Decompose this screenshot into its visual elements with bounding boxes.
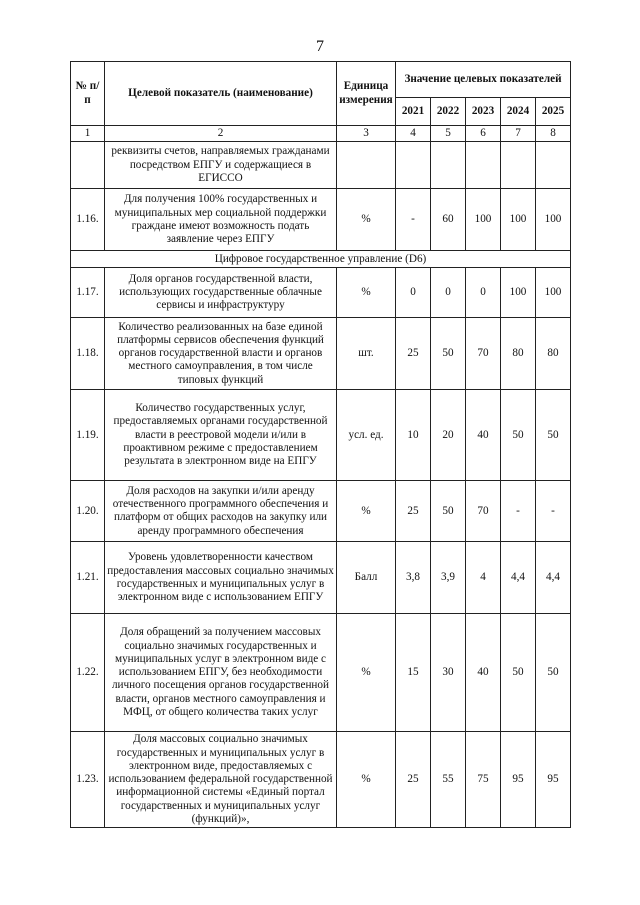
value-2024: 100 [501,189,536,251]
column-number: 4 [396,126,431,142]
column-number: 5 [431,126,466,142]
header-year: 2025 [536,98,571,126]
value-2021: 3,8 [396,542,431,614]
value-2022: 60 [431,189,466,251]
indicator-name: реквизиты счетов, направляемых гражданами посредством ЕПГУ и содержащиеся в ЕГИССО [105,142,337,189]
column-number: 6 [466,126,501,142]
indicator-unit: % [337,732,396,828]
value-2023: 4 [466,542,501,614]
indicator-unit: % [337,614,396,732]
value-2025: 50 [536,390,571,481]
indicator-unit: усл. ед. [337,390,396,481]
indicator-name: Доля обращений за получением массовых социально значимых государственных и муниципальных услуг в электронном виде с использованием ЕПГУ, без необходимости личного посещения органов государственной власти, органов местного самоуправления и МФЦ, от общего количества таких услуг [105,614,337,732]
row-number: 1.23. [71,732,105,828]
indicator-name: Уровень удовлетворенности качеством предоставления массовых социально значимых государственных и муниципальных услуг в электронном виде с использованием ЕПГУ [105,542,337,614]
indicator-name: Количество реализованных на базе единой платформы сервисов обеспечения функций органов государственной власти и органов местного самоуправления, в том числе типовых функций [105,318,337,390]
column-number: 2 [105,126,337,142]
value-2024: 80 [501,318,536,390]
table-row [71,268,571,318]
value-2025: 95 [536,732,571,828]
value-2025: 50 [536,614,571,732]
value-2021: 25 [396,318,431,390]
row-number: 1.21. [71,542,105,614]
page-number: 7 [316,38,324,55]
row-number: 1.20. [71,481,105,542]
row-number: 1.17. [71,268,105,318]
indicator-name: Для получения 100% государственных и муниципальных мер социальной поддержки граждане имеют возможность подать заявление через ЕПГУ [105,189,337,251]
value-2025: 4,4 [536,542,571,614]
indicator-name: Доля органов государственной власти, использующих государственные облачные сервисы и инфраструктуру [105,268,337,318]
value-2024: 50 [501,390,536,481]
header-year: 2023 [466,98,501,126]
value-2024: 4,4 [501,542,536,614]
indicator-name: Количество государственных услуг, предоставляемых органами государственной власти в реестровой модели и/или в проактивном режиме с предоставлением результата в электронном виде на ЕПГУ [105,390,337,481]
value-2023: 0 [466,268,501,318]
value-2021: - [396,189,431,251]
value-2023: 70 [466,318,501,390]
value-2022: 50 [431,318,466,390]
value-2021: 25 [396,732,431,828]
value-2022: 0 [431,268,466,318]
table-row [71,614,571,732]
header-year: 2024 [501,98,536,126]
table-row [71,189,571,251]
row-number: 1.19. [71,390,105,481]
value-2023: 40 [466,614,501,732]
column-number: 7 [501,126,536,142]
value-2021: 0 [396,268,431,318]
indicator-unit: % [337,189,396,251]
value-2022: 30 [431,614,466,732]
table-row [71,390,571,481]
value-2024: 50 [501,614,536,732]
value-2021: 25 [396,481,431,542]
value-2022: 20 [431,390,466,481]
value-2023: 100 [466,189,501,251]
value-2022: 3,9 [431,542,466,614]
value-2021: 10 [396,390,431,481]
target-indicators-table [70,61,571,828]
column-number-row [71,126,571,142]
value-2022: 50 [431,481,466,542]
table-row [71,142,571,189]
table-row [71,318,571,390]
row-number: 1.18. [71,318,105,390]
header-name: Целевой показатель (наименование) [105,62,337,126]
header-no: № п/п [71,62,105,126]
indicator-name: Доля массовых социально значимых государственных и муниципальных услуг в электронном виде, предоставляемых с использованием федеральной государственной информационной системы «Единый портал государственных и муниципальных услуг (функций)», [105,732,337,828]
indicator-name: Доля расходов на закупки и/или аренду отечественного программного обеспечения и платформ от общих расходов на закупку или аренду программного обеспечения [105,481,337,542]
value-2023: 70 [466,481,501,542]
value-2025: 100 [536,189,571,251]
value-2024: 95 [501,732,536,828]
value-2021: 15 [396,614,431,732]
value-2024: - [501,481,536,542]
table-row [71,542,571,614]
value-2023: 40 [466,390,501,481]
column-number: 3 [337,126,396,142]
row-number: 1.22. [71,614,105,732]
value-2025: - [536,481,571,542]
header-unit: Единица измерения [337,62,396,126]
indicator-unit: % [337,481,396,542]
column-number: 8 [536,126,571,142]
value-2025: 80 [536,318,571,390]
table-row [71,732,571,828]
section-title: Цифровое государственное управление (D6) [71,251,571,268]
indicator-unit: % [337,268,396,318]
indicator-unit: Балл [337,542,396,614]
header-values: Значение целевых показателей [396,62,571,98]
value-2025: 100 [536,268,571,318]
header-year: 2022 [431,98,466,126]
value-2024: 100 [501,268,536,318]
value-2022: 55 [431,732,466,828]
indicator-unit: шт. [337,318,396,390]
header-year: 2021 [396,98,431,126]
table-row [71,481,571,542]
column-number: 1 [71,126,105,142]
section-row [71,251,571,268]
row-number: 1.16. [71,189,105,251]
value-2023: 75 [466,732,501,828]
